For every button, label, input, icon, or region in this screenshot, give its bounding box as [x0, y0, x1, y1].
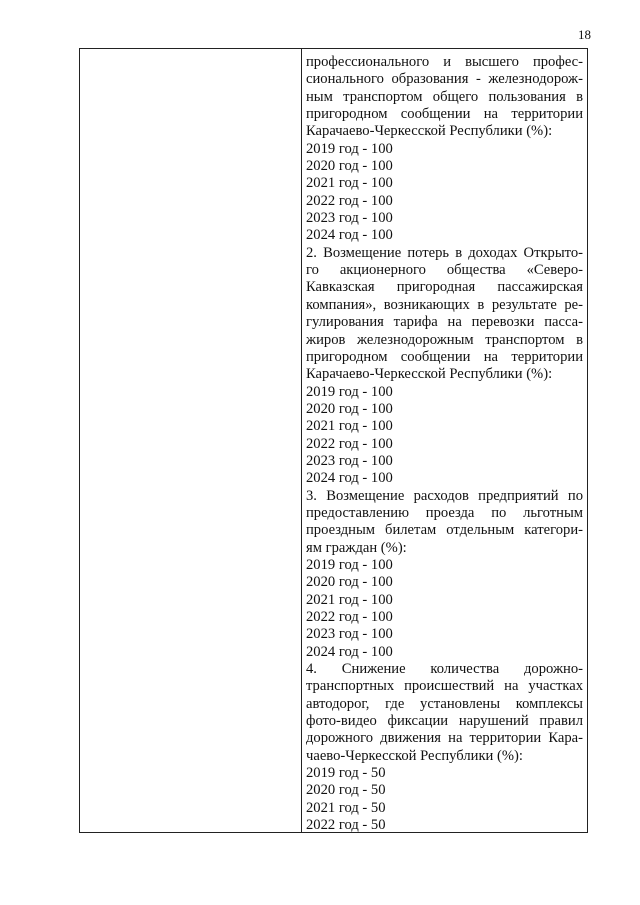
year-value: 2020 год - 50	[306, 782, 386, 799]
year-value: 2019 год - 100	[306, 140, 393, 157]
text-line: пригородном сообщении на территории	[306, 106, 583, 123]
text-line: транспортных происшествий на участках	[306, 678, 583, 695]
text-line: гулирования тарифа на перевозки пасса-	[306, 314, 583, 331]
text-line: жиров железнодорожным транспортом в	[306, 331, 583, 348]
indicator-description	[306, 488, 583, 557]
indicator-description	[306, 54, 583, 141]
text-line: го акционерного общества «Северо-	[306, 262, 583, 279]
year-value: 2022 год - 50	[306, 817, 386, 834]
year-value: 2021 год - 100	[306, 591, 393, 608]
year-value: 2019 год - 50	[306, 765, 386, 782]
text-line: фото-видео фиксации нарушений правил	[306, 713, 583, 730]
text-line: 2. Возмещение потерь в доходах Открыто-	[306, 244, 583, 261]
year-value: 2023 год - 100	[306, 626, 393, 643]
text-line: 3. Возмещение расходов предприятий по	[306, 487, 583, 504]
year-value: 2021 год - 100	[306, 175, 393, 192]
year-value: 2019 год - 100	[306, 383, 393, 400]
text-line: Карачаево-Черкесской Республики (%):	[306, 366, 553, 383]
text-line: Кавказская пригородная пассажирская	[306, 279, 583, 296]
indicator-block	[306, 245, 583, 488]
text-line: дорожного движения на территории Кара-	[306, 730, 583, 747]
table-left-column	[80, 49, 302, 832]
text-line: сионального образования - железнодорож-	[306, 71, 583, 88]
text-line: ным транспортом общего пользования в	[306, 88, 583, 105]
year-value: 2023 год - 100	[306, 210, 393, 227]
text-line: проездным билетам отдельным категори-	[306, 522, 583, 539]
year-value: 2019 год - 100	[306, 556, 393, 573]
indicator-description	[306, 245, 583, 384]
year-value: 2024 год - 100	[306, 470, 393, 487]
text-line: предоставлению проезда по льготным	[306, 504, 583, 521]
text-line: чаево-Черкесской Республики (%):	[306, 747, 523, 764]
year-value: 2024 год - 100	[306, 643, 393, 660]
indicators-table	[79, 48, 588, 833]
text-line: компания», возникающих в результате ре-	[306, 296, 583, 313]
text-line: профессионального и высшего профес-	[306, 54, 583, 70]
indicator-block	[306, 54, 583, 245]
indicator-block	[306, 488, 583, 661]
page-number: 18	[578, 27, 591, 42]
indicator-block	[306, 661, 583, 834]
year-value: 2022 год - 100	[306, 609, 393, 625]
text-line: ям граждан (%):	[306, 539, 407, 556]
text-line: Карачаево-Черкесской Республики (%):	[306, 123, 553, 140]
year-value: 2022 год - 100	[306, 435, 393, 452]
year-value: 2020 год - 100	[306, 158, 393, 175]
year-value: 2021 год - 100	[306, 418, 393, 435]
year-value: 2020 год - 100	[306, 400, 393, 417]
year-value: 2020 год - 100	[306, 574, 393, 591]
text-line: пригородном сообщении на территории	[306, 348, 583, 365]
year-value: 2021 год - 50	[306, 799, 386, 816]
year-value: 2023 год - 100	[306, 452, 393, 469]
text-line: 4. Снижение количества дорожно-	[306, 661, 583, 678]
year-value: 2024 год - 100	[306, 227, 393, 244]
year-value: 2022 год - 100	[306, 192, 393, 209]
text-line: автодорог, где установлены комплексы	[306, 695, 583, 712]
table-right-column	[302, 49, 587, 832]
indicator-description	[306, 661, 583, 765]
